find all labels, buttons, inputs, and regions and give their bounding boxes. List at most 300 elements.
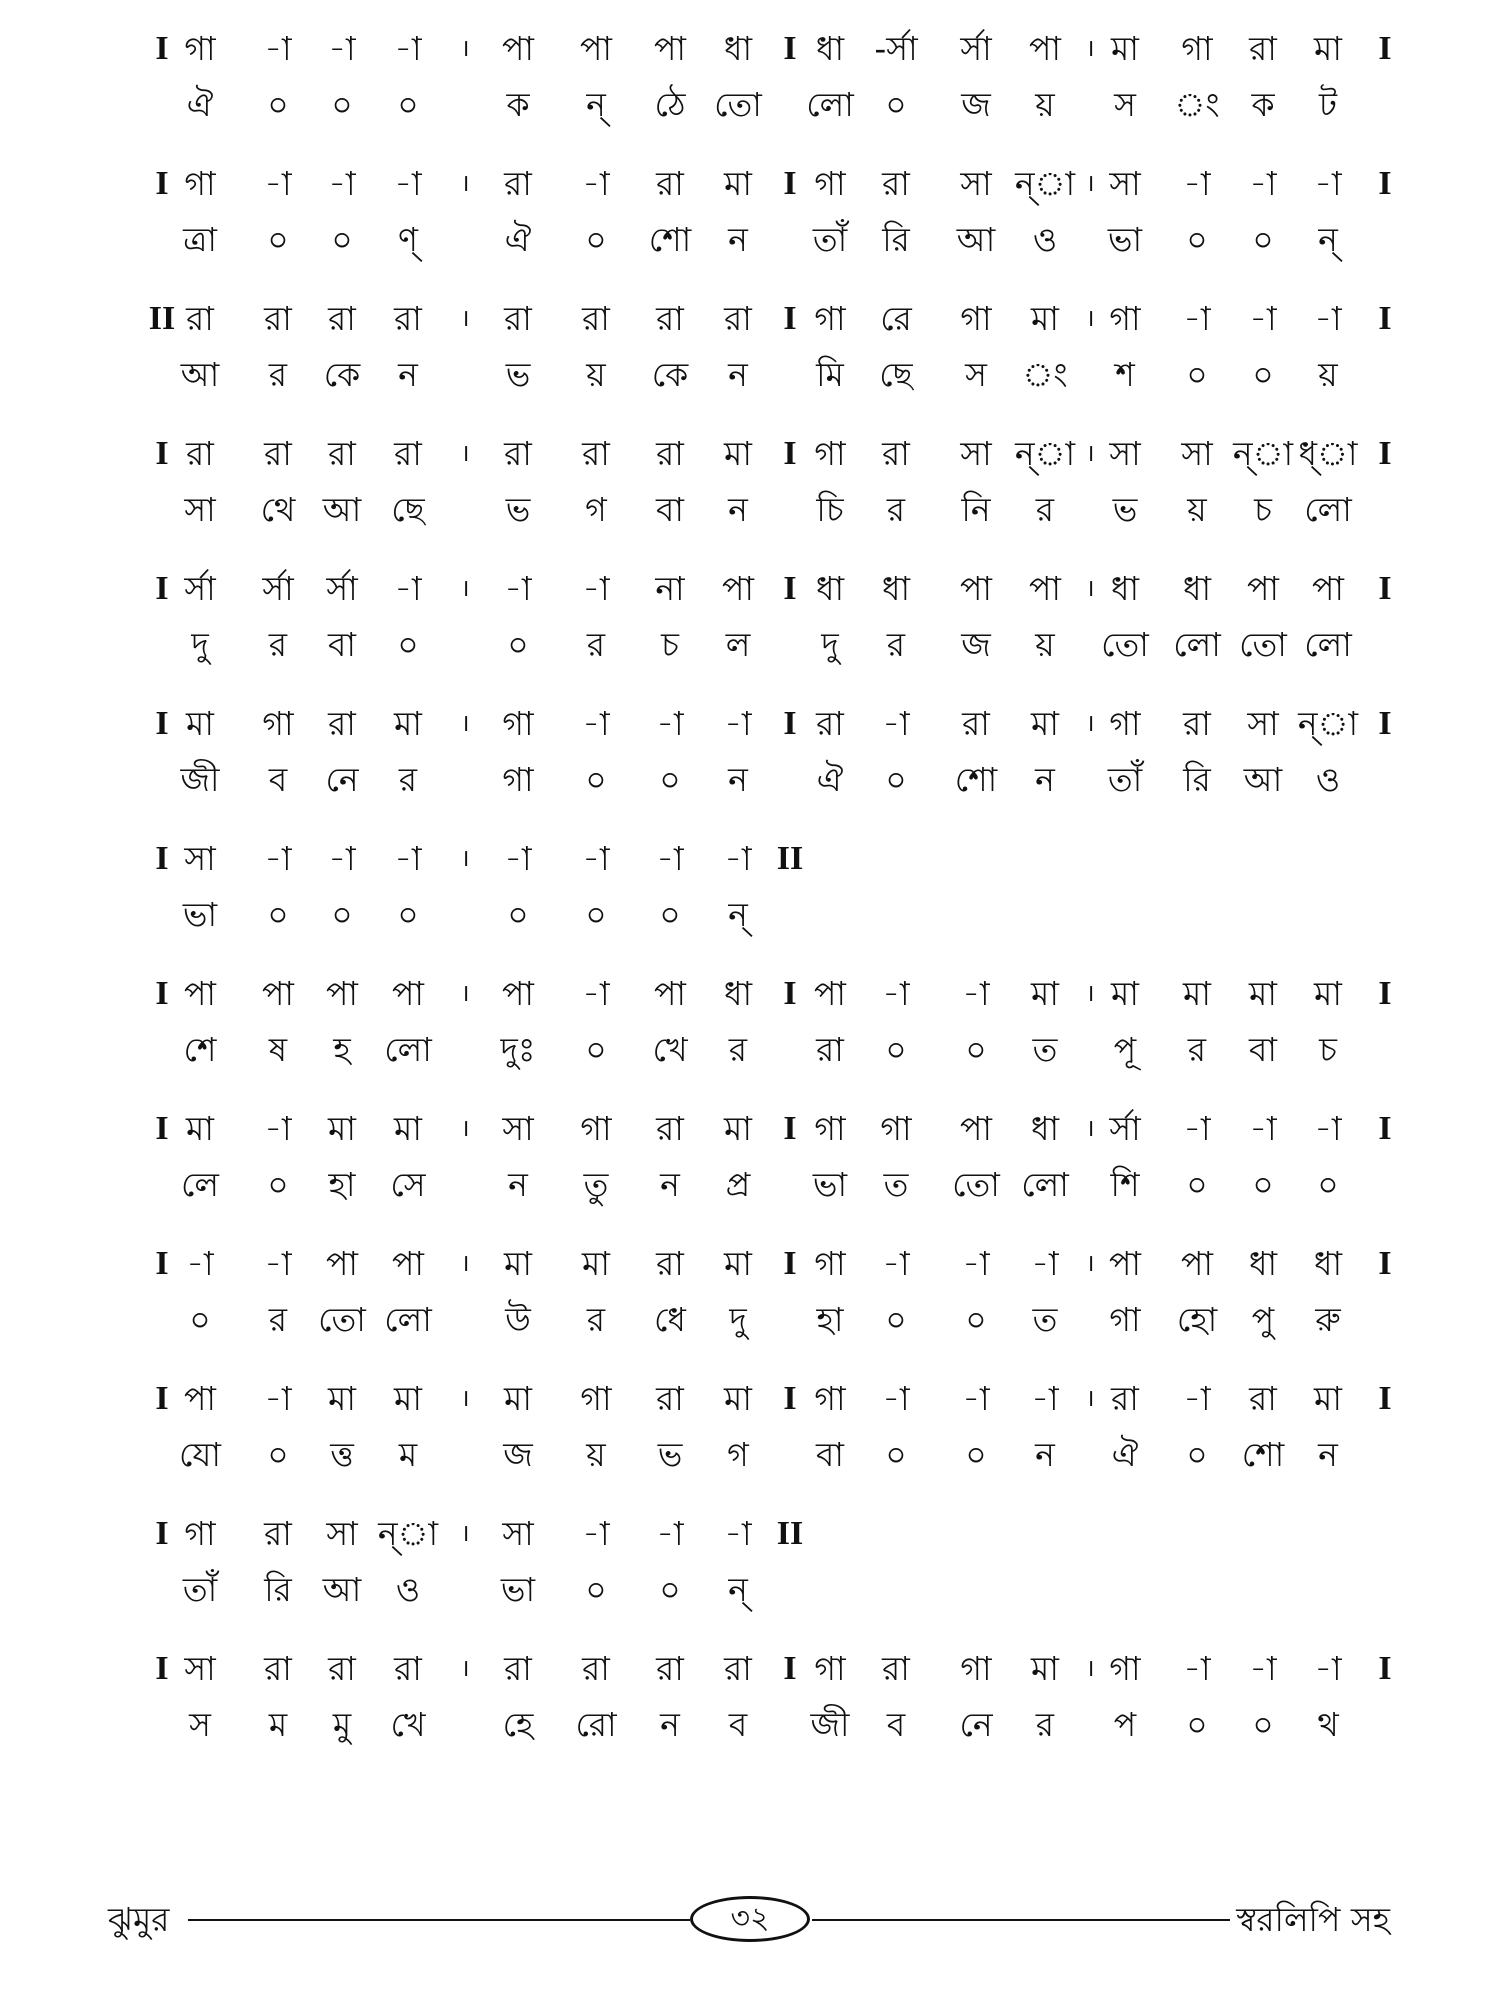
swara-note: -া bbox=[394, 839, 422, 878]
lyric-syllable: প bbox=[1113, 1705, 1137, 1744]
bar-line-close: I bbox=[1378, 300, 1392, 337]
lyric-syllable: ত্ত bbox=[330, 1435, 354, 1474]
swara-note: -া bbox=[656, 1514, 684, 1553]
swara-note: -া bbox=[882, 1244, 910, 1283]
lyric-syllable: ন bbox=[1318, 1435, 1338, 1474]
lyric-syllable: গা bbox=[502, 760, 534, 799]
swara-note: -া bbox=[582, 164, 610, 203]
swara-note: সা bbox=[1181, 434, 1213, 473]
lyric-syllable: আ bbox=[180, 355, 220, 394]
lyric-syllable: ০ bbox=[1252, 1165, 1274, 1204]
swara-note: মা bbox=[724, 164, 752, 203]
bar-line-open: I bbox=[155, 570, 169, 607]
swara-note: সা bbox=[184, 1649, 216, 1688]
swara-note: রা bbox=[1183, 704, 1211, 743]
note-row bbox=[0, 1640, 1500, 1698]
bar-line-minor: । bbox=[1085, 1386, 1095, 1412]
lyric-syllable: ং bbox=[1174, 85, 1220, 124]
swara-note: মা bbox=[186, 1109, 214, 1148]
lyric-syllable: যো bbox=[179, 1435, 221, 1474]
swara-note: পা bbox=[1312, 569, 1344, 608]
bar-line-minor: । bbox=[1085, 1116, 1095, 1142]
lyric-syllable: র bbox=[398, 760, 418, 799]
swara-note: ধ্া bbox=[1298, 434, 1358, 473]
swara-note: -া bbox=[962, 1379, 990, 1418]
lyric-syllable: ঐ bbox=[186, 85, 214, 124]
lyric-syllable: ০ bbox=[585, 1570, 607, 1609]
lyric-syllable: লো bbox=[1021, 1165, 1069, 1204]
swara-note: ধা bbox=[1182, 569, 1212, 608]
lyric-syllable: বা bbox=[816, 1435, 844, 1474]
lyric-syllable: ০ bbox=[507, 895, 529, 934]
lyric-syllable: সা bbox=[184, 490, 216, 529]
lyric-syllable: ০ bbox=[397, 85, 419, 124]
swara-note: গা bbox=[184, 164, 216, 203]
swara-note: গা bbox=[184, 1514, 216, 1553]
lyric-syllable: ও bbox=[1032, 220, 1058, 259]
lyric-syllable: লো bbox=[1173, 625, 1221, 664]
lyric-syllable: দু bbox=[191, 625, 209, 664]
lyric-syllable: ০ bbox=[1186, 1435, 1208, 1474]
swara-note: রা bbox=[724, 1649, 752, 1688]
swara-note: মা bbox=[1314, 974, 1342, 1013]
lyric-syllable: হ bbox=[333, 1030, 351, 1069]
swara-note: রা bbox=[328, 434, 356, 473]
swara-note: রা bbox=[656, 299, 684, 338]
bar-line-open: I bbox=[155, 435, 169, 472]
lyric-row bbox=[0, 346, 1500, 404]
swara-note: পা bbox=[184, 974, 216, 1013]
swara-note: গা bbox=[960, 299, 992, 338]
bar-line-close: I bbox=[1378, 705, 1392, 742]
swara-note: রা bbox=[724, 299, 752, 338]
footer-rule-right bbox=[812, 1919, 1230, 1921]
lyric-syllable: বা bbox=[656, 490, 684, 529]
bar-line-minor: । bbox=[1085, 576, 1095, 602]
lyric-syllable: ০ bbox=[585, 220, 607, 259]
bar-line-major: I bbox=[783, 1650, 797, 1687]
bar-line-open: I bbox=[155, 1515, 169, 1552]
swara-note: ধা bbox=[1248, 1244, 1278, 1283]
swara-note: মা bbox=[1111, 974, 1139, 1013]
lyric-syllable: ব bbox=[268, 760, 288, 799]
lyric-row bbox=[0, 481, 1500, 539]
lyric-syllable: গ bbox=[727, 1435, 749, 1474]
swara-note: মা bbox=[1314, 1379, 1342, 1418]
swara-note: মা bbox=[582, 1244, 610, 1283]
swara-note: -া bbox=[1249, 299, 1277, 338]
swara-note: র্সা bbox=[184, 569, 216, 608]
notation-line bbox=[0, 155, 1500, 285]
swara-note: মা bbox=[1031, 1649, 1059, 1688]
bar-line-minor: । bbox=[460, 441, 470, 467]
lyric-syllable: ০ bbox=[1186, 1705, 1208, 1744]
bar-line-minor: । bbox=[1085, 1251, 1095, 1277]
lyric-syllable: ০ bbox=[585, 760, 607, 799]
swara-note: ধা bbox=[723, 974, 753, 1013]
page-number: ৩২ bbox=[690, 1896, 810, 1942]
lyric-syllable: চ bbox=[1254, 490, 1272, 529]
swara-note: গা bbox=[814, 1109, 846, 1148]
lyric-syllable: ন bbox=[660, 1165, 680, 1204]
swara-note: মা bbox=[724, 1109, 752, 1148]
lyric-syllable: লো bbox=[1304, 490, 1352, 529]
swara-note: -া bbox=[1031, 1379, 1059, 1418]
swara-note: -া bbox=[1314, 1109, 1342, 1148]
swara-note: পা bbox=[262, 974, 294, 1013]
lyric-syllable: ০ bbox=[585, 1030, 607, 1069]
swara-note: -া bbox=[582, 704, 610, 743]
lyric-syllable: গা bbox=[1109, 1300, 1141, 1339]
lyric-syllable: ০ bbox=[331, 895, 353, 934]
bar-line-open: II bbox=[148, 300, 176, 337]
swara-note: -া bbox=[1314, 299, 1342, 338]
lyric-syllable: লো bbox=[1304, 625, 1352, 664]
swara-note: -া bbox=[1249, 1649, 1277, 1688]
swara-note: সা bbox=[1247, 704, 1279, 743]
lyric-syllable: ছে bbox=[879, 355, 913, 394]
swara-note: পা bbox=[1029, 569, 1061, 608]
swara-note: -া bbox=[1183, 1109, 1211, 1148]
swara-note: পা bbox=[392, 974, 424, 1013]
swara-note: -া bbox=[264, 164, 292, 203]
bar-line-open: I bbox=[155, 1650, 169, 1687]
swara-note: ধা bbox=[815, 569, 845, 608]
lyric-syllable: ০ bbox=[267, 895, 289, 934]
lyric-syllable: ০ bbox=[507, 625, 529, 664]
lyric-syllable: ল bbox=[725, 625, 751, 664]
lyric-syllable: জী bbox=[180, 760, 220, 799]
swara-note: ধা bbox=[1313, 1244, 1343, 1283]
swara-note: র্সা bbox=[326, 569, 358, 608]
bar-line-minor: । bbox=[460, 981, 470, 1007]
lyric-syllable: ০ bbox=[1186, 1165, 1208, 1204]
bar-line-minor: । bbox=[460, 36, 470, 62]
lyric-syllable: শি bbox=[1110, 1165, 1140, 1204]
bar-line-minor: । bbox=[460, 576, 470, 602]
lyric-syllable: ০ bbox=[885, 1300, 907, 1339]
lyric-syllable: দুঃ bbox=[500, 1030, 536, 1069]
swara-note: -া bbox=[882, 974, 910, 1013]
bar-line-minor: । bbox=[1085, 981, 1095, 1007]
swara-note: ধা bbox=[815, 29, 845, 68]
lyric-syllable: পূ bbox=[1113, 1030, 1137, 1069]
lyric-syllable: র bbox=[886, 490, 906, 529]
lyric-syllable: চি bbox=[816, 490, 844, 529]
swara-note: রা bbox=[264, 1514, 292, 1553]
lyric-syllable: ভা bbox=[500, 1570, 536, 1609]
lyric-syllable: ষ bbox=[268, 1030, 288, 1069]
swara-note: -া bbox=[264, 839, 292, 878]
bar-line-open: I bbox=[155, 705, 169, 742]
swara-note: -া bbox=[1183, 164, 1211, 203]
bar-line-close: II bbox=[776, 840, 804, 877]
swara-note: রা bbox=[394, 434, 422, 473]
lyric-syllable: য় bbox=[1187, 490, 1207, 529]
note-row bbox=[0, 1100, 1500, 1158]
lyric-row bbox=[0, 1021, 1500, 1079]
lyric-syllable: উ bbox=[505, 1300, 531, 1339]
note-row bbox=[0, 290, 1500, 348]
swara-note: রা bbox=[962, 704, 990, 743]
lyric-syllable: আ bbox=[956, 220, 996, 259]
lyric-syllable: ঠে bbox=[654, 85, 686, 124]
swara-note: গা bbox=[814, 434, 846, 473]
swara-note: রা bbox=[882, 434, 910, 473]
lyric-syllable: লো bbox=[384, 1300, 432, 1339]
swara-note: পা bbox=[1181, 1244, 1213, 1283]
lyric-syllable: ধে bbox=[654, 1300, 686, 1339]
lyric-syllable: আ bbox=[1243, 760, 1283, 799]
lyric-syllable: রা bbox=[816, 1030, 844, 1069]
lyric-syllable: ঐ bbox=[1111, 1435, 1139, 1474]
lyric-syllable: র bbox=[268, 1300, 288, 1339]
swara-note: র্সা bbox=[960, 29, 992, 68]
swara-note: রা bbox=[656, 1109, 684, 1148]
lyric-syllable: হে bbox=[502, 1705, 534, 1744]
swara-note: রা bbox=[186, 434, 214, 473]
swara-note: ধা bbox=[723, 29, 753, 68]
lyric-syllable: র bbox=[1035, 1705, 1055, 1744]
lyric-syllable: গ bbox=[585, 490, 607, 529]
lyric-syllable: জ bbox=[503, 1435, 533, 1474]
lyric-syllable: ণ্ bbox=[398, 220, 418, 259]
swara-note: গা bbox=[184, 29, 216, 68]
note-row bbox=[0, 155, 1500, 213]
lyric-syllable: খে bbox=[390, 1705, 426, 1744]
swara-note: রা bbox=[264, 434, 292, 473]
footer-rule-left bbox=[188, 1919, 690, 1921]
lyric-syllable: র bbox=[1035, 490, 1055, 529]
bar-line-major: I bbox=[783, 1245, 797, 1282]
lyric-syllable: জ bbox=[961, 85, 991, 124]
bar-line-close: I bbox=[1378, 1380, 1392, 1417]
bar-line-major: I bbox=[783, 975, 797, 1012]
note-row bbox=[0, 965, 1500, 1023]
swara-note: রা bbox=[264, 299, 292, 338]
swara-note: -া bbox=[328, 29, 356, 68]
lyric-row bbox=[0, 1156, 1500, 1214]
swara-note: রা bbox=[582, 1649, 610, 1688]
bar-line-close: I bbox=[1378, 975, 1392, 1012]
swara-note: রা bbox=[504, 434, 532, 473]
swara-note: মা bbox=[1031, 974, 1059, 1013]
bar-line-major: I bbox=[783, 300, 797, 337]
lyric-syllable: নে bbox=[325, 760, 359, 799]
bar-line-minor: । bbox=[460, 171, 470, 197]
lyric-syllable: ত bbox=[883, 1165, 909, 1204]
lyric-syllable: লো bbox=[806, 85, 854, 124]
lyric-syllable: য় bbox=[1035, 85, 1055, 124]
swara-note: মা bbox=[394, 1109, 422, 1148]
lyric-syllable: ন bbox=[728, 760, 748, 799]
swara-note: -া bbox=[582, 569, 610, 608]
swara-note: রা bbox=[656, 1244, 684, 1283]
bar-line-minor: । bbox=[460, 1116, 470, 1142]
lyric-syllable: ০ bbox=[885, 1435, 907, 1474]
swara-note: রা bbox=[394, 299, 422, 338]
lyric-row bbox=[0, 886, 1500, 944]
notation-line bbox=[0, 20, 1500, 150]
lyric-syllable: ০ bbox=[331, 85, 353, 124]
swara-note: রা bbox=[1111, 1379, 1139, 1418]
lyric-syllable: ন্ bbox=[586, 85, 606, 124]
lyric-syllable: আ bbox=[322, 1570, 362, 1609]
swara-note: -া bbox=[656, 704, 684, 743]
lyric-syllable: ন্ bbox=[728, 1570, 748, 1609]
swara-note: ন্া bbox=[1014, 434, 1076, 473]
lyric-syllable: হো bbox=[1176, 1300, 1218, 1339]
lyric-syllable: ০ bbox=[1252, 355, 1274, 394]
bar-line-open: I bbox=[155, 1380, 169, 1417]
lyric-syllable: ঐ bbox=[816, 760, 844, 799]
swara-note: -া bbox=[1183, 299, 1211, 338]
lyric-syllable: চ bbox=[661, 625, 679, 664]
swara-note: গা bbox=[580, 1379, 612, 1418]
swara-note: -া bbox=[264, 1244, 292, 1283]
lyric-syllable: ত্রা bbox=[183, 220, 217, 259]
lyric-syllable: র bbox=[268, 625, 288, 664]
bar-line-close: I bbox=[1378, 435, 1392, 472]
lyric-syllable: ০ bbox=[267, 220, 289, 259]
bar-line-open: I bbox=[155, 1245, 169, 1282]
swara-note: -া bbox=[1314, 1649, 1342, 1688]
swara-note: সা bbox=[960, 164, 992, 203]
swara-note: রা bbox=[328, 1649, 356, 1688]
swara-note: -া bbox=[962, 974, 990, 1013]
bar-line-minor: । bbox=[1085, 711, 1095, 737]
swara-note: পা bbox=[654, 974, 686, 1013]
note-row bbox=[0, 695, 1500, 753]
notation-line bbox=[0, 695, 1500, 825]
lyric-syllable: স bbox=[1114, 85, 1136, 124]
lyric-row bbox=[0, 76, 1500, 134]
lyric-syllable: ০ bbox=[885, 1030, 907, 1069]
swara-note: গা bbox=[814, 299, 846, 338]
bar-line-close: I bbox=[1378, 1110, 1392, 1147]
notation-line bbox=[0, 830, 1500, 960]
swara-note: -া bbox=[1249, 1109, 1277, 1148]
swara-note: মা bbox=[1249, 974, 1277, 1013]
lyric-syllable: র bbox=[586, 625, 606, 664]
lyric-row bbox=[0, 1291, 1500, 1349]
swara-note: রা bbox=[816, 704, 844, 743]
notation-line bbox=[0, 1370, 1500, 1500]
swara-note: -া bbox=[394, 164, 422, 203]
swara-note: -া bbox=[724, 704, 752, 743]
notation-line bbox=[0, 965, 1500, 1095]
lyric-syllable: ০ bbox=[965, 1300, 987, 1339]
swara-note: গা bbox=[814, 1649, 846, 1688]
swara-note: মা bbox=[724, 1379, 752, 1418]
lyric-syllable: ০ bbox=[659, 760, 681, 799]
lyric-syllable: ভ bbox=[657, 1435, 683, 1474]
lyric-syllable: রু bbox=[1315, 1300, 1341, 1339]
lyric-syllable: ও bbox=[395, 1570, 421, 1609]
notation-line bbox=[0, 1505, 1500, 1635]
lyric-syllable: ব bbox=[886, 1705, 906, 1744]
bar-line-major: I bbox=[783, 1110, 797, 1147]
lyric-syllable: ন bbox=[728, 220, 748, 259]
swara-note: -া bbox=[656, 839, 684, 878]
lyric-syllable: ০ bbox=[965, 1435, 987, 1474]
note-row bbox=[0, 20, 1500, 78]
swara-note: রা bbox=[656, 164, 684, 203]
lyric-syllable: তু bbox=[583, 1165, 609, 1204]
lyric-syllable: বা bbox=[1249, 1030, 1277, 1069]
lyric-syllable: স bbox=[189, 1705, 211, 1744]
note-row bbox=[0, 1235, 1500, 1293]
swara-note: মা bbox=[504, 1244, 532, 1283]
lyric-syllable: ন bbox=[728, 355, 748, 394]
lyric-syllable: জ bbox=[961, 625, 991, 664]
swara-note: রা bbox=[264, 1649, 292, 1688]
swara-note: পা bbox=[814, 974, 846, 1013]
lyric-syllable: মু bbox=[332, 1705, 352, 1744]
lyric-syllable: ত bbox=[1032, 1030, 1058, 1069]
lyric-syllable: তাঁ bbox=[182, 1570, 218, 1609]
lyric-syllable: ও bbox=[1315, 760, 1341, 799]
lyric-syllable: মি bbox=[816, 355, 844, 394]
swara-note: -া bbox=[882, 1379, 910, 1418]
swara-note: -া bbox=[582, 1514, 610, 1553]
lyric-syllable: ০ bbox=[331, 220, 353, 259]
note-row bbox=[0, 830, 1500, 888]
swara-note: ধা bbox=[881, 569, 911, 608]
swara-note: মা bbox=[504, 1379, 532, 1418]
swara-note: সা bbox=[1109, 434, 1141, 473]
swara-note: -া bbox=[724, 1514, 752, 1553]
lyric-row bbox=[0, 1696, 1500, 1754]
swara-note: -া bbox=[882, 704, 910, 743]
swara-note: রা bbox=[394, 1649, 422, 1688]
lyric-syllable: ০ bbox=[267, 1435, 289, 1474]
footer-section-title: স্বরলিপি সহ bbox=[1236, 1900, 1390, 1939]
lyric-syllable: কে bbox=[323, 355, 361, 394]
lyric-syllable: ন bbox=[1035, 760, 1055, 799]
lyric-syllable: প্র bbox=[725, 1165, 751, 1204]
swara-note: রে bbox=[880, 299, 912, 338]
lyric-row bbox=[0, 1426, 1500, 1484]
swara-note: রা bbox=[882, 164, 910, 203]
lyric-syllable: ০ bbox=[397, 895, 419, 934]
swara-note: -া bbox=[328, 839, 356, 878]
swara-note: রা bbox=[186, 299, 214, 338]
note-row bbox=[0, 560, 1500, 618]
swara-note: সা bbox=[326, 1514, 358, 1553]
lyric-syllable: তো bbox=[1101, 625, 1149, 664]
lyric-syllable: রি bbox=[1183, 760, 1211, 799]
lyric-syllable: আ bbox=[322, 490, 362, 529]
swara-note: -া bbox=[394, 29, 422, 68]
swara-note: পা bbox=[326, 974, 358, 1013]
bar-line-minor: । bbox=[460, 846, 470, 872]
swara-note: ন্া bbox=[1232, 434, 1294, 473]
lyric-syllable: ন্ bbox=[728, 895, 748, 934]
bar-line-minor: । bbox=[1085, 171, 1095, 197]
swara-note: সা bbox=[502, 1109, 534, 1148]
swara-note: -া bbox=[1031, 1244, 1059, 1283]
lyric-syllable: য় bbox=[1318, 355, 1338, 394]
bar-line-major: I bbox=[783, 435, 797, 472]
swara-note: -া bbox=[582, 839, 610, 878]
lyric-syllable: রি bbox=[264, 1570, 292, 1609]
swara-note: -া bbox=[724, 839, 752, 878]
lyric-syllable: ০ bbox=[659, 1570, 681, 1609]
bar-line-minor: । bbox=[460, 1251, 470, 1277]
swara-note: মা bbox=[328, 1109, 356, 1148]
lyric-syllable: ০ bbox=[885, 85, 907, 124]
